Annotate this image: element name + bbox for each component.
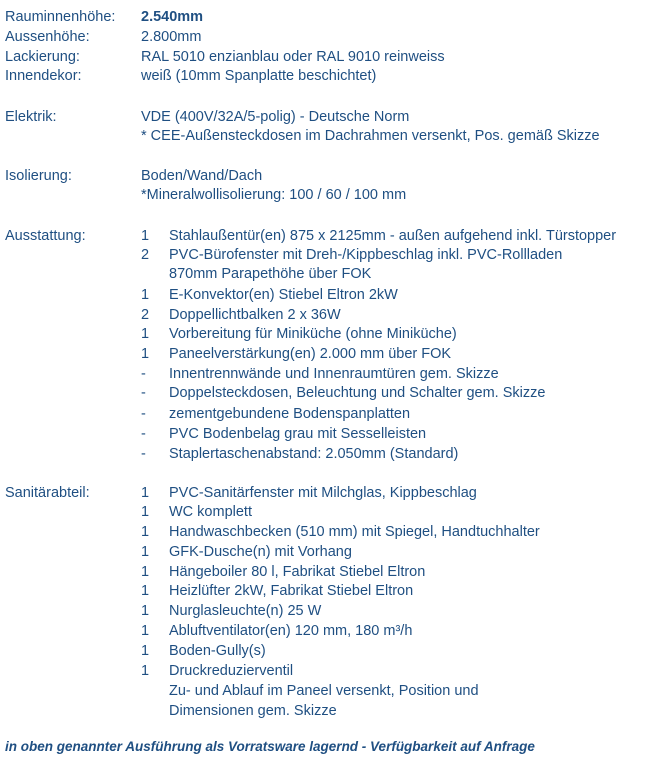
list-item: [0, 444, 664, 464]
elektrik-line: * CEE-Außensteckdosen im Dachrahmen versenkt, Pos. gemäß Skizze: [141, 128, 600, 144]
item-qty: -: [141, 446, 146, 462]
list-item: [0, 621, 664, 641]
list-item: [0, 601, 664, 621]
list-item: [0, 562, 664, 582]
spec-value: weiß (10mm Spanplatte beschichtet): [141, 68, 377, 84]
item-text: Dimensionen gem. Skizze: [169, 703, 337, 719]
spec-label: Rauminnenhöhe:: [5, 9, 116, 25]
item-text: E-Konvektor(en) Stiebel Eltron 2kW: [169, 287, 398, 303]
spec-label: Lackierung:: [5, 49, 80, 65]
list-item: [0, 364, 664, 384]
item-qty: 1: [141, 504, 150, 520]
isolierung-row-1: [0, 166, 664, 186]
item-qty: 1: [141, 524, 150, 540]
list-item: [0, 383, 664, 403]
item-qty: 1: [141, 326, 150, 342]
item-qty: 1: [141, 485, 150, 501]
section-label-elektrik: Elektrik:: [5, 109, 57, 125]
item-text: PVC-Sanitärfenster mit Milchglas, Kippbeschlag: [169, 485, 477, 501]
list-item: [0, 324, 664, 344]
list-item: [0, 226, 664, 246]
item-qty: 2: [141, 247, 150, 263]
item-text: Handwaschbecken (510 mm) mit Spiegel, Handtuchhalter: [169, 524, 540, 540]
isolierung-row-2: [0, 185, 664, 205]
item-qty: 1: [141, 583, 150, 599]
item-text: Doppelsteckdosen, Beleuchtung und Schalter gem. Skizze: [169, 385, 546, 401]
item-qty: 1: [141, 564, 150, 580]
list-item: [0, 344, 664, 364]
item-qty: 1: [141, 544, 150, 560]
item-qty: 1: [141, 228, 150, 244]
list-item: [0, 305, 664, 325]
item-text: Doppellichtbalken 2 x 36W: [169, 307, 341, 323]
list-item: [0, 542, 664, 562]
item-qty: 2: [141, 307, 150, 323]
item-qty: 1: [141, 603, 150, 619]
list-item: [0, 661, 664, 681]
item-text: Vorbereitung für Miniküche (ohne Miniküche): [169, 326, 457, 342]
elektrik-row-2: [0, 126, 664, 146]
item-text: PVC-Bürofenster mit Dreh-/Kippbeschlag inkl. PVC-Rollladen: [169, 247, 563, 263]
item-qty: 1: [141, 623, 150, 639]
elektrik-line: VDE (400V/32A/5-polig) - Deutsche Norm: [141, 109, 410, 125]
list-item: [0, 641, 664, 661]
spec-value: 2.800mm: [141, 29, 202, 45]
availability-note: in oben genannter Ausführung als Vorratsware lagernd - Verfügbarkeit auf Anfrage: [5, 739, 535, 754]
item-qty: -: [141, 426, 146, 442]
section-label-sanitaer: Sanitärabteil:: [5, 485, 90, 501]
item-text: Hängeboiler 80 l, Fabrikat Stiebel Eltron: [169, 564, 426, 580]
list-item: [0, 424, 664, 444]
list-item: [0, 483, 664, 503]
isolierung-line: *Mineralwollisolierung: 100 / 60 / 100 mm: [141, 187, 407, 203]
item-text: WC komplett: [169, 504, 252, 520]
item-text: Innentrennwände und Innenraumtüren gem. Skizze: [169, 366, 499, 382]
item-text: Stahlaußentür(en) 875 x 2125mm - außen aufgehend inkl. Türstopper: [169, 228, 617, 244]
item-text: Heizlüfter 2kW, Fabrikat Stiebel Eltron: [169, 583, 414, 599]
spec-row-lackierung: [0, 47, 664, 67]
spec-row-aussenhoehe: [0, 27, 664, 47]
list-item: [0, 404, 664, 424]
item-text: PVC Bodenbelag grau mit Sesselleisten: [169, 426, 427, 442]
item-qty: -: [141, 406, 146, 422]
item-text: Paneelverstärkung(en) 2.000 mm über FOK: [169, 346, 452, 362]
item-text: Boden-Gully(s): [169, 643, 266, 659]
item-qty: 1: [141, 346, 150, 362]
list-item: [0, 245, 664, 265]
item-text: Staplertaschenabstand: 2.050mm (Standard): [169, 446, 459, 462]
list-item: [0, 681, 664, 701]
list-item: [0, 581, 664, 601]
list-item: [0, 285, 664, 305]
isolierung-line: Boden/Wand/Dach: [141, 168, 263, 184]
item-qty: 1: [141, 663, 150, 679]
spec-value: RAL 5010 enzianblau oder RAL 9010 reinweiss: [141, 49, 445, 65]
spec-label: Innendekor:: [5, 68, 82, 84]
item-qty: 1: [141, 643, 150, 659]
list-item: [0, 264, 664, 284]
spec-row-raumhoehe: [0, 7, 664, 27]
item-text: GFK-Dusche(n) mit Vorhang: [169, 544, 352, 560]
list-item: [0, 522, 664, 542]
section-label-isolierung: Isolierung:: [5, 168, 72, 184]
elektrik-row-1: [0, 107, 664, 127]
spec-value: 2.540mm: [141, 9, 204, 25]
item-text: Druckreduzierventil: [169, 663, 294, 679]
item-qty: -: [141, 366, 146, 382]
item-text: Zu- und Ablauf im Paneel versenkt, Position und: [169, 683, 479, 699]
item-text: Nurglasleuchte(n) 25 W: [169, 603, 322, 619]
item-qty: -: [141, 385, 146, 401]
item-text: Abluftventilator(en) 120 mm, 180 m³/h: [169, 623, 413, 639]
item-qty: 1: [141, 287, 150, 303]
spec-label: Aussenhöhe:: [5, 29, 90, 45]
item-text: zementgebundene Bodenspanplatten: [169, 406, 411, 422]
spec-row-innendekor: [0, 66, 664, 86]
item-text: 870mm Parapethöhe über FOK: [169, 266, 372, 282]
list-item: [0, 502, 664, 522]
list-item: [0, 701, 664, 721]
section-label-ausstattung: Ausstattung:: [5, 228, 86, 244]
